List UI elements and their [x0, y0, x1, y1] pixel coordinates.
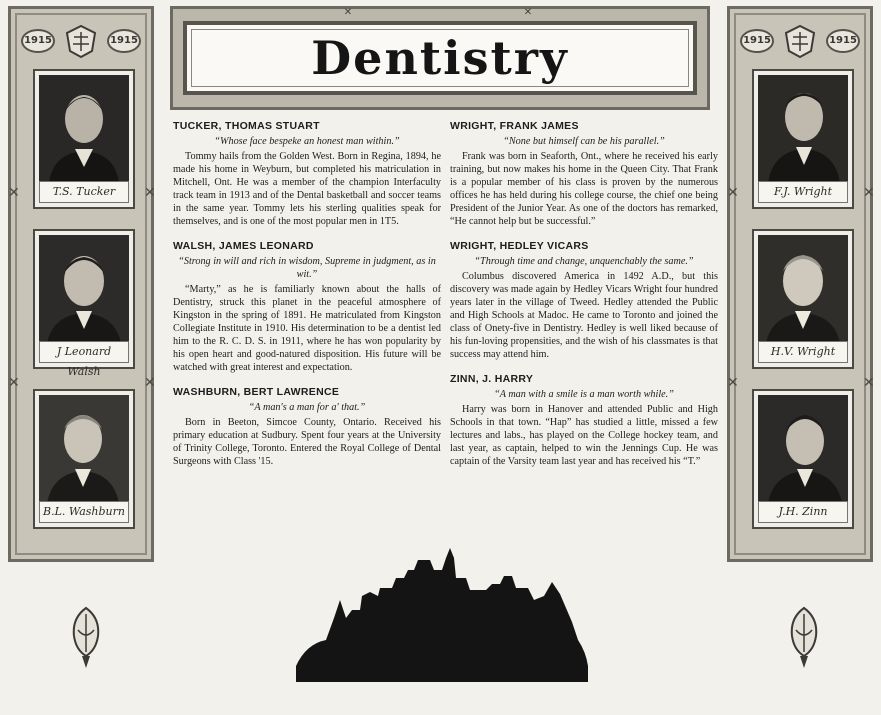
signature: J Leonard Walsh	[39, 341, 129, 363]
entry-washburn	[173, 386, 441, 468]
entry-frank-wright	[450, 120, 718, 228]
entry-body: Harry was born in Hanover and attended Public and High Schools in that town. “Hap” has studied a little, missed a few lectures and labs., has played on the College hockey team, and last year, as captain, helped to win the Jennings Cup. He was captain of the Varsity team last year and has received his “T.”	[450, 404, 718, 467]
portrait-tucker	[33, 69, 135, 209]
signature: J.H. Zinn	[758, 501, 848, 523]
entry-name: WRIGHT, HEDLEY VICARS	[450, 240, 589, 252]
entry-body: Columbus discovered America in 1492 A.D., but this discovery was made again by Hedley Vicars Wright four hundred years later in the village of Tweed. Hedley attended the Public and High Schools at Madoc. He came to Toronto and joined the class of Onety-five in Dentistry. Hedley is well liked because of his fun-loving propensities, and the wish of his classmates is that success may attend him.	[450, 271, 718, 360]
text-column-right	[450, 120, 718, 480]
man-portrait-icon	[758, 395, 848, 503]
entry-name: TUCKER, THOMAS STUART	[173, 120, 320, 132]
right-portrait-column	[727, 6, 873, 562]
fleur-ornament-icon	[786, 606, 822, 670]
side-ornament-icon: ✕	[727, 185, 739, 201]
side-ornament-icon: ✕	[144, 375, 156, 391]
entry-body: “Marty,” as he is familiarly known about the halls of Dentistry, struck this planet in the peaceful atmosphere of Kingston in the spring of 1891. He matriculated from Kingston Collegiate Institute in 1910. His determination to be a dentist led him to the R. C. D. S. in 1911, where he has won popularity by his open heart and good-natured disposition. His future will be watched with great interest and expectation.	[173, 284, 441, 373]
signature: F.J. Wright	[758, 181, 848, 203]
entry-quote: “None but himself can be his parallel.”	[503, 136, 665, 147]
man-portrait-icon	[39, 395, 129, 503]
entry-name: WASHBURN, BERT LAWRENCE	[173, 386, 340, 398]
man-portrait-icon	[39, 235, 129, 343]
portrait-photo	[39, 395, 129, 503]
crest-year-right-2: 1915	[826, 29, 860, 53]
portrait-photo	[758, 395, 848, 503]
entry-body: Frank was born in Seaforth, Ont., where he received his early training, but now makes his home in the Queen City. That Frank is a popular member of his class is proven by the numerous offices he has held during his college course, the chief one being President of the Junior Year. As one of the doctors has remarked, “He cannot help but be successful.”	[450, 151, 718, 227]
crest-emblem-icon	[780, 23, 820, 59]
side-ornament-icon: ✕	[8, 375, 20, 391]
signature: T.S. Tucker	[39, 181, 129, 203]
man-portrait-icon	[758, 75, 848, 183]
university-building-silhouette	[296, 548, 588, 682]
portrait-photo	[39, 75, 129, 183]
entry-zinn	[450, 373, 718, 468]
fleur-ornament-icon	[68, 606, 104, 670]
side-ornament-icon: ✕	[727, 375, 739, 391]
portrait-zinn	[752, 389, 854, 529]
portrait-frank-wright	[752, 69, 854, 209]
crest-header	[21, 19, 141, 63]
side-ornament-icon: ✕	[8, 185, 20, 201]
left-portrait-column	[8, 6, 154, 562]
side-ornament-icon: ✕	[863, 375, 875, 391]
man-portrait-icon	[758, 235, 848, 343]
side-ornament-icon: ✕	[863, 185, 875, 201]
entry-tucker	[173, 120, 441, 228]
text-column-left	[173, 120, 441, 480]
portrait-photo	[758, 235, 848, 343]
entry-name: ZINN, J. HARRY	[450, 373, 534, 385]
man-portrait-icon	[39, 75, 129, 183]
crest-header	[740, 19, 860, 63]
entry-name: WRIGHT, FRANK JAMES	[450, 120, 579, 132]
entry-quote: “Strong in will and rich in wisdom, Supreme in judgment, as in wit.”	[178, 256, 436, 280]
signature: B.L. Washburn	[39, 501, 129, 523]
entry-body: Born in Beeton, Simcoe County, Ontario. Received his primary education at Sudbury. Spent four years at the University of Trinity College, Toronto. Entered the Royal College of Dental Surgeons with Class '15.	[173, 417, 441, 467]
entry-name: WALSH, JAMES LEONARD	[173, 240, 314, 252]
crest-emblem-icon	[61, 23, 101, 59]
crest-year-left-2: 1915	[107, 29, 141, 53]
portrait-hedley-wright	[752, 229, 854, 369]
portrait-photo	[758, 75, 848, 183]
entry-quote: “A man's a man for a' that.”	[248, 402, 366, 413]
entry-body: Tommy hails from the Golden West. Born in Regina, 1894, he made his home in Weyburn, but completed his matriculation in Mitchell, Ont. He was a member of the champion Interfaculty track team in 1913 and of the Dental basketball and soccer teams in the same year. Tommy lets his sterling qualities speak for themselves, and is one of the most popular men in 1T5.	[173, 151, 441, 227]
entry-walsh	[173, 240, 441, 374]
portrait-photo	[39, 235, 129, 343]
entry-hedley-wright	[450, 240, 718, 361]
title-box	[183, 21, 697, 95]
entry-quote: “Whose face bespeke an honest man within.”	[214, 136, 400, 147]
signature: H.V. Wright	[758, 341, 848, 363]
title-banner	[170, 6, 710, 110]
portrait-washburn	[33, 389, 135, 529]
entry-quote: “A man with a smile is a man worth while.”	[494, 389, 674, 400]
crest-year-left: 1915	[21, 29, 55, 53]
portrait-walsh	[33, 229, 135, 378]
entry-quote: “Through time and change, unquenchably the same.”	[474, 256, 694, 267]
page-title: Dentistry	[311, 31, 569, 85]
side-ornament-icon: ✕	[144, 185, 156, 201]
banner-ornament-icon: ✕	[343, 7, 353, 18]
banner-ornament-icon: ✕	[523, 7, 533, 18]
crest-year-right: 1915	[740, 29, 774, 53]
